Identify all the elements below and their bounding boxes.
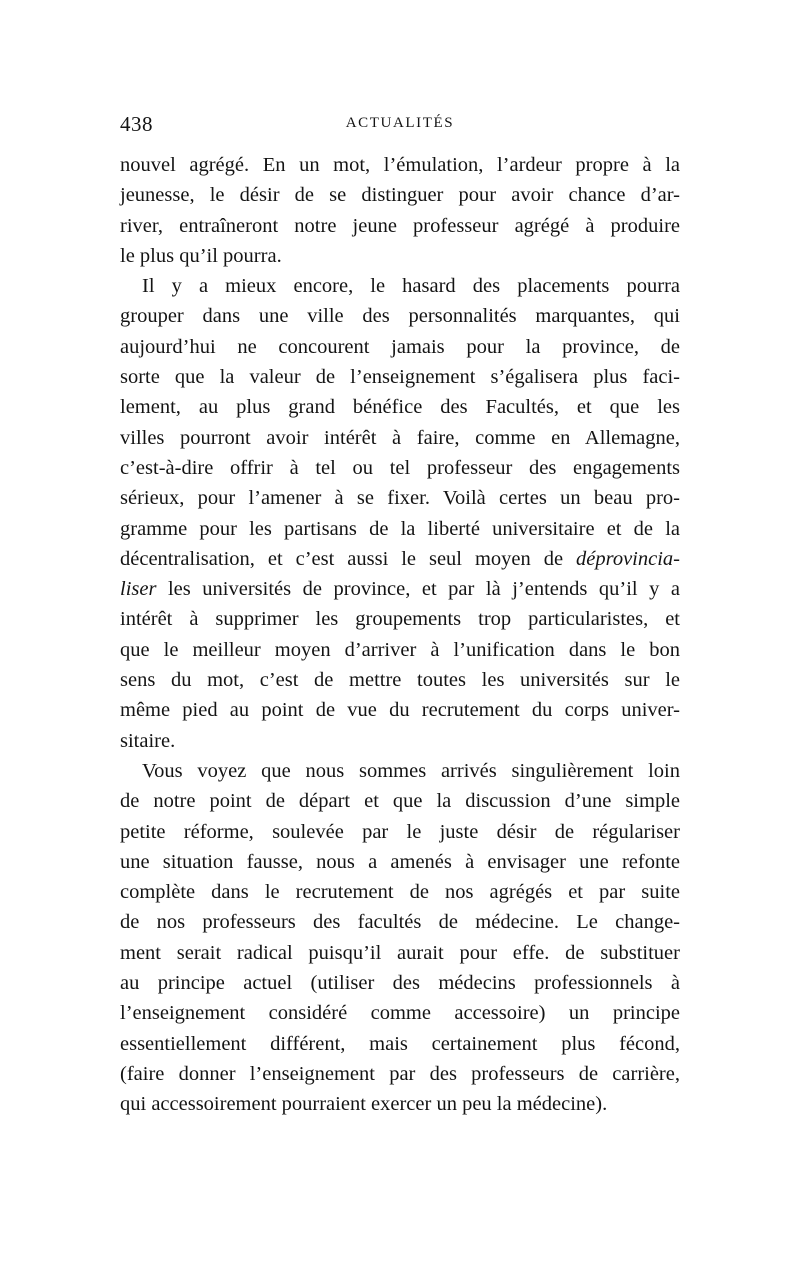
text-line: Il y a mieux encore, le hasard des placements pourra <box>142 275 680 298</box>
text-line: gramme pour les partisans de la liberté universitaire et de la <box>120 517 680 540</box>
text-line: petite réforme, soulevée par le juste désir de régulariser <box>120 820 680 843</box>
text-line: intérêt à supprimer les groupements trop particularistes, et <box>120 608 680 631</box>
text-line: au principe actuel (utiliser des médecins professionnels à <box>120 972 680 995</box>
text-line: nouvel agrégé. En un mot, l’émulation, l’ardeur propre à la <box>120 154 680 176</box>
text-line: qui accessoirement pourraient exercer un peu la médecine). <box>120 1093 608 1116</box>
text-line: river, entraîneront notre jeune professeur agrégé à produire <box>120 214 680 237</box>
text-line <box>120 544 680 574</box>
running-title: ACTUALITÉS <box>345 115 455 131</box>
page-number: 438 <box>120 112 153 136</box>
running-head <box>120 112 680 142</box>
text-line: sérieux, pour l’amener à se fixer. Voilà certes un beau pro- <box>120 487 680 510</box>
text-line: sorte que la valeur de l’enseignement s’égalisera plus faci- <box>120 366 680 389</box>
text-line: sitaire. <box>120 729 176 752</box>
text-line: de notre point de départ et que la discussion d’une simple <box>120 790 680 813</box>
text-line: jeunesse, le désir de se distinguer pour avoir chance d’ar- <box>120 184 680 207</box>
text-line: lement, au plus grand bénéfice des Facultés, et que les <box>120 396 680 419</box>
text-line: Vous voyez que nous sommes arrivés singulièrement loin <box>142 759 680 782</box>
text-line: villes pourront avoir intérêt à faire, comme en Allemagne, <box>120 426 680 449</box>
text-line: (faire donner l’enseignement par des professeurs de carrière, <box>120 1062 680 1085</box>
italic-word: déprovincia- <box>576 547 680 570</box>
text-line: même pied au point de vue du recrutement du corps univer- <box>120 699 680 722</box>
text-line: aujourd’hui ne concourent jamais pour la province, de <box>120 335 680 358</box>
text-line <box>120 574 680 604</box>
text-line: c’est-à-dire offrir à tel ou tel professeur des engagements <box>120 456 680 479</box>
italic-word: liser <box>120 578 157 601</box>
text-line: l’enseignement considéré comme accessoire) un principe <box>120 1002 680 1025</box>
text-line: ment serait radical puisqu’il aurait pour effe. de substituer <box>120 941 680 964</box>
text-line: grouper dans une ville des personnalités marquantes, qui <box>120 305 680 328</box>
text-span: les universités de province, et par là j’entends qu’il y a <box>156 578 680 601</box>
text-line: que le meilleur moyen d’arriver à l’unification dans le bon <box>120 638 680 661</box>
text-line: complète dans le recrutement de nos agrégés et par suite <box>120 881 680 904</box>
text-line: essentiellement différent, mais certainement plus fécond, <box>120 1032 680 1055</box>
text-line: de nos professeurs des facultés de médecine. Le change- <box>120 911 680 934</box>
body-text <box>120 150 680 1120</box>
text-line: une situation fausse, nous a amenés à envisager une refonte <box>120 850 680 873</box>
text-line: le plus qu’il pourra. <box>120 244 282 267</box>
text-line: sens du mot, c’est de mettre toutes les universités sur le <box>120 669 680 692</box>
text-span: décentralisation, et c’est aussi le seul moyen de <box>120 547 577 570</box>
